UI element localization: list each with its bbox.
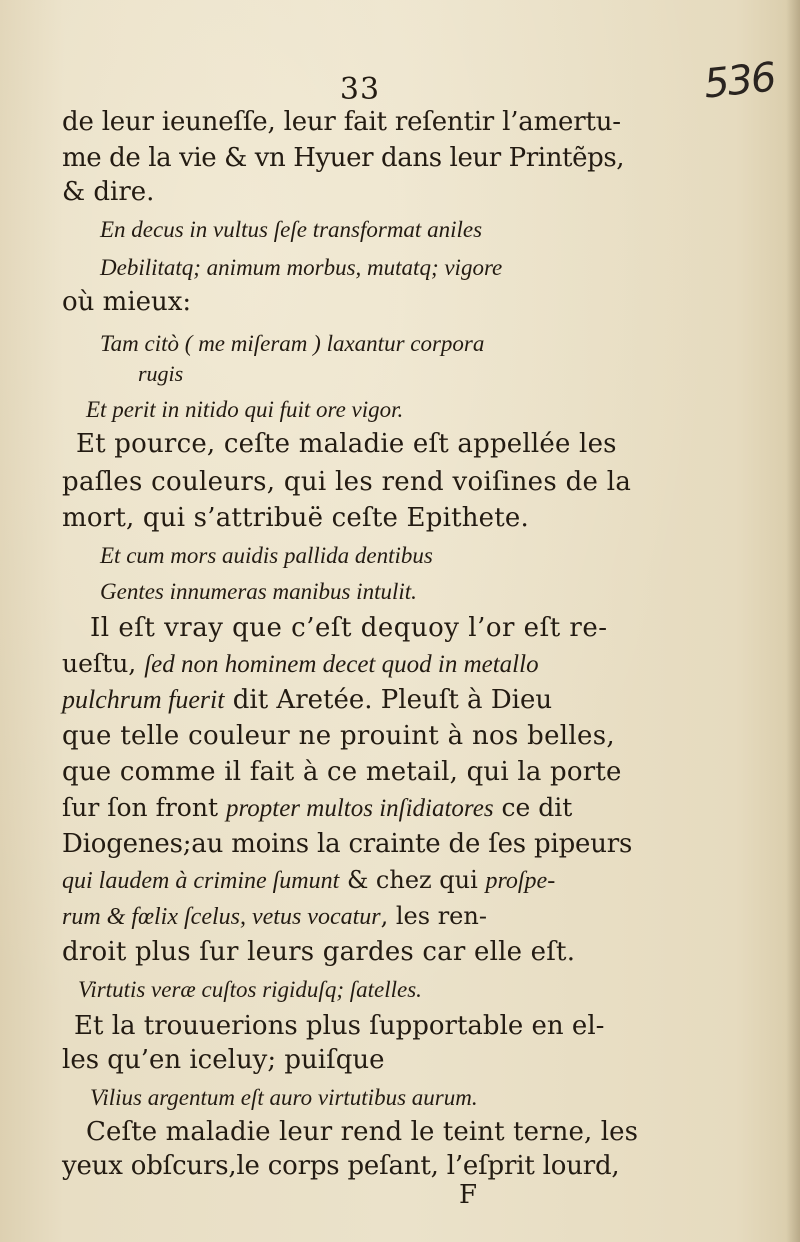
italic-segment: propter multos inſidiatores <box>225 795 494 822</box>
italic-segment: Gentes innumeras manibus intulit. <box>100 579 417 604</box>
handwritten-folio-number: 536 <box>701 54 777 108</box>
roman-segment: les qu’en iceluy; puiſque <box>62 1045 385 1075</box>
roman-segment: & chez qui <box>339 866 486 894</box>
italic-segment: pulchrum fuerit <box>62 685 225 714</box>
roman-segment: que telle couleur ne prouint à nos belles, <box>62 721 615 751</box>
text-line-20 <box>62 790 572 827</box>
text-line-3 <box>62 174 154 210</box>
italic-segment: qui laudem à crimine ſumunt <box>62 868 340 894</box>
text-line-11 <box>62 464 631 500</box>
italic-segment: Et cum mors auidis pallida dentibus <box>100 543 433 568</box>
text-line-8 <box>138 356 183 393</box>
text-line-28 <box>90 1080 478 1116</box>
text-line-29 <box>86 1114 638 1150</box>
text-line-30 <box>62 1148 620 1184</box>
italic-segment: Debilitatq; animum morbus, mutatq; vigore <box>100 255 503 280</box>
roman-segment: que comme il fait à ce metail, qui la porte <box>62 757 622 787</box>
text-line-5 <box>100 250 502 286</box>
text-line-15 <box>90 610 608 646</box>
italic-segment: En decus in vultus ſeſe transformat aniles <box>100 217 483 242</box>
roman-segment: de leur ieuneſſe, leur fait reſentir l’amertu- <box>62 107 621 137</box>
text-line-9 <box>86 392 403 428</box>
roman-segment: Il eſt vray que c’eſt dequoy l’or eſt re- <box>90 613 608 643</box>
roman-segment: droit plus ſur leurs gardes car elle eſt. <box>62 937 576 967</box>
text-line-13 <box>100 538 433 574</box>
italic-segment: rum & fœlix ſcelus, vetus vocatur <box>62 904 381 930</box>
text-line-16 <box>62 646 539 683</box>
roman-segment: où mieux: <box>62 287 192 317</box>
roman-segment: & dire. <box>62 177 155 207</box>
roman-segment: dit Aretée. Pleuſt à Dieu <box>224 685 553 715</box>
roman-segment: mort, qui s’attribuë ceſte Epithete. <box>62 503 529 533</box>
text-line-10 <box>76 426 617 462</box>
roman-segment: me de la vie & vn Hyuer dans leur Printẽps, <box>62 143 625 173</box>
italic-segment: Tam citò ( me miſeram ) laxantur corpora <box>100 331 485 356</box>
text-line-18 <box>62 718 615 754</box>
text-line-22 <box>62 862 555 899</box>
text-line-23 <box>62 898 487 935</box>
italic-segment: Vilius argentum eſt auro virtutibus aurum. <box>90 1085 478 1110</box>
roman-segment: ce dit <box>493 793 573 822</box>
text-line-2 <box>62 140 624 176</box>
text-line-6 <box>62 284 191 320</box>
text-line-26 <box>74 1008 604 1044</box>
roman-segment: Et pource, ceſte maladie eſt appellée les <box>76 429 617 459</box>
italic-segment: Virtutis veræ cuſtos rigiduſq; ſatelles. <box>78 977 422 1002</box>
roman-segment: ſur ſon front <box>62 793 226 822</box>
text-line-12 <box>62 500 529 536</box>
page-edge-shadow <box>786 0 800 1242</box>
text-line-14 <box>100 574 417 610</box>
roman-segment: , les ren- <box>380 902 487 930</box>
text-line-27 <box>62 1042 385 1078</box>
text-line-1 <box>62 104 621 140</box>
roman-segment: yeux obſcurs,le corps peſant, l’eſprit lourd, <box>62 1151 620 1181</box>
italic-segment: ſed non hominem decet quod in metallo <box>144 651 539 678</box>
page-number: 33 <box>339 72 381 107</box>
italic-segment: proſpe- <box>485 868 556 894</box>
text-line-25 <box>78 972 422 1008</box>
text-line-24 <box>62 934 575 970</box>
roman-segment: Ceſte maladie leur rend le teint terne, les <box>86 1117 639 1147</box>
text-line-21 <box>62 826 632 862</box>
italic-segment: Et perit in nitido qui fuit ore vigor. <box>86 397 404 422</box>
signature-mark: F <box>458 1180 478 1210</box>
text-line-19 <box>62 754 622 790</box>
roman-segment: ueſtu, <box>62 649 145 678</box>
roman-segment: Diogenes;au moins la crainte de ſes pipeurs <box>62 829 633 859</box>
text-line-4 <box>100 212 482 248</box>
roman-segment: Et la trouuerions plus ſupportable en el- <box>74 1011 605 1041</box>
roman-segment: paſles couleurs, qui les rend voiſines de la <box>62 467 632 497</box>
text-line-17 <box>62 682 552 718</box>
italic-segment: rugis <box>138 361 184 386</box>
